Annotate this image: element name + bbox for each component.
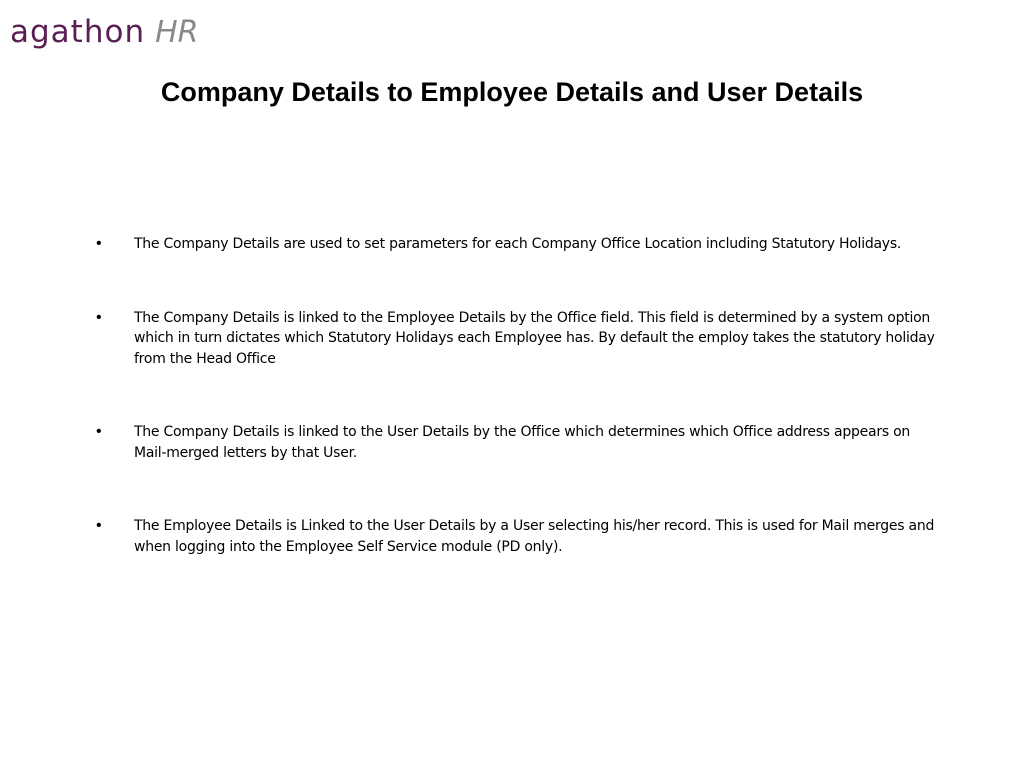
bullet-item-user-link bbox=[96, 422, 946, 463]
bullet-point-icon: • bbox=[96, 308, 102, 326]
bullet-point-icon: • bbox=[96, 423, 102, 440]
bullet-item-company-details bbox=[96, 234, 946, 255]
bullet-text: The Employee Details is Linked to the User Details by a User selecting his/her record. This is used for Mail merges and when logging into the Employee Self Service module (PD only). bbox=[134, 518, 935, 555]
slide-title: Company Details to Employee Details and User Details bbox=[160, 77, 864, 107]
agathon-hr-logo bbox=[10, 12, 199, 52]
bullet-point-icon: • bbox=[96, 235, 102, 252]
logo-brand-suffix: HR bbox=[155, 15, 199, 50]
bullet-text: The Company Details is linked to the User Details by the Office which determines which Office address appears on Mail-merged letters by that User. bbox=[134, 424, 911, 461]
bullet-text: The Company Details is linked to the Employee Details by the Office field. This field is determined by a system option which in turn dictates which Statutory Holidays each Employee has. By default the employ takes the statutory holiday from the Head Office bbox=[134, 309, 935, 367]
bullet-point-icon: • bbox=[96, 517, 102, 534]
logo-brand-main: agathon bbox=[10, 14, 146, 50]
bullet-list bbox=[96, 234, 946, 610]
bullet-text: The Company Details are used to set parameters for each Company Office Location including Statutory Holidays. bbox=[134, 236, 902, 252]
bullet-item-employee-user-link bbox=[96, 516, 946, 557]
bullet-item-employee-link bbox=[96, 308, 946, 370]
